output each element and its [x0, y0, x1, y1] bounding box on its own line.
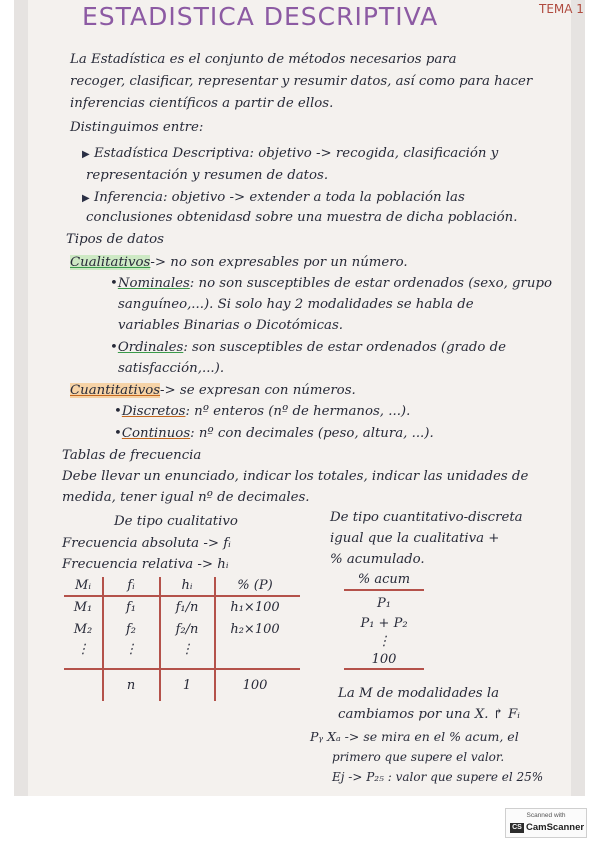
ordinal-line-2: satisfacción,...). [118, 361, 225, 376]
table-header-cell: fᵢ [127, 578, 135, 593]
table-total-rule [64, 668, 300, 670]
modalities-note-2: cambiamos por una X. ↱ Fᵢ [338, 707, 520, 722]
continuous-line: •Continuos: nº con decimales (peso, altura, ...). [114, 426, 434, 441]
table-header-rule [64, 595, 300, 597]
percentile-note-2: primero que supere el valor. [332, 750, 505, 764]
cumulative-dots: ⋮ [377, 634, 391, 649]
quantitative-line [70, 383, 356, 398]
quantitative-text: se expresan con números. [175, 383, 356, 398]
must-line-2: medida, tener igual nº de decimales. [62, 490, 310, 505]
relative-frequency-label: Frecuencia relativa [62, 557, 198, 572]
must-line-1: Debe llevar un enunciado, indicar los totales, indicar las unidades de [62, 469, 529, 484]
cumulative-value: P₁ [377, 596, 391, 611]
table-cell: ⋮ [180, 642, 194, 657]
cumulative-value: P₁ + P₂ [360, 616, 408, 631]
absolute-frequency-label: Frecuencia absoluta [62, 536, 204, 551]
discrete-line: •Discretos: nº enteros (nº de hermanos, ...). [114, 404, 411, 419]
percentile-note-1: Pᵧ Xₐ -> se mira en el % acum, el [310, 729, 519, 744]
table-cell: ⋮ [76, 642, 90, 657]
descriptive-text-b: recogida, clasificación y [331, 146, 499, 161]
ordinal-text: : son susceptibles de estar ordenados (grado de [183, 340, 507, 355]
data-types-heading: Tipos de datos [66, 232, 164, 247]
nominal-line-1: •Nominales: no son susceptibles de estar ordenados (sexo, grupo [110, 276, 552, 291]
page-title: ESTADISTICA DESCRIPTIVA [82, 2, 439, 31]
page-left-edge [14, 0, 28, 796]
table-cell: h₂×100 [230, 622, 280, 637]
nominal-label: Nominales [117, 276, 190, 291]
ordinal-line-1: •Ordinales: son susceptibles de estar ordenados (grado de [110, 340, 507, 355]
frequency-tables-heading: Tablas de frecuencia [62, 448, 202, 463]
triangle-bullet-icon: ▶ [82, 193, 90, 204]
cumulative-header: % acum [357, 572, 411, 587]
scanner-caption: Scanned with [526, 812, 566, 819]
table-cell: f₁ [125, 600, 137, 615]
camscanner-icon: CS [510, 823, 524, 833]
table-cell: f₂ [125, 622, 137, 637]
arrow-icon: -> [316, 146, 332, 161]
table-cell: f₂/n [175, 622, 199, 637]
qualitative-text: no son expresables por un número. [166, 255, 408, 270]
inference-line-1 [82, 190, 465, 205]
cumulative-header-rule [344, 589, 424, 591]
cumulative-value: 100 [371, 652, 397, 667]
discrete-label: Discretos [121, 404, 186, 419]
nominal-line-3: variables Binarias o Dicotómicas. [118, 318, 343, 333]
arrow-icon: -> [160, 383, 176, 398]
table-header-cell: Mᵢ [75, 578, 91, 593]
distinguimos-heading: Distinguimos entre: [70, 120, 204, 135]
qualitative-label: Cualitativos [70, 255, 151, 270]
table-total-cell: 1 [182, 678, 192, 693]
table-cell: h₁×100 [230, 600, 280, 615]
quant-discrete-line-3: % acumulado. [330, 552, 425, 567]
descriptive-text-a: Estadística Descriptiva: objetivo [93, 146, 317, 161]
descriptive-line-1 [82, 146, 498, 161]
inference-text-a: Inferencia: objetivo [93, 190, 230, 205]
table-total-cell: n [126, 678, 136, 693]
table-header-cell: % (P) [237, 578, 273, 593]
descriptive-line-2: representación y resumen de datos. [86, 168, 329, 183]
table-cell: f₁/n [175, 600, 199, 615]
table-cell: M₁ [73, 600, 93, 615]
intro-line-2: recoger, clasificar, representar y resumir datos, así como para hacer [70, 74, 533, 89]
notebook-page [14, 0, 585, 796]
continuous-text: : nº con decimales (peso, altura, ...). [190, 426, 434, 441]
qualitative-line [70, 255, 408, 270]
qualitative-type-heading: De tipo cualitativo [114, 514, 238, 529]
arrow-icon: -> [150, 255, 167, 270]
arrow-icon: -> [197, 557, 214, 572]
page-right-edge [571, 0, 585, 796]
discrete-text: : nº enteros (nº de hermanos, ...). [185, 404, 411, 419]
inference-text-b: extender a toda la población las [245, 190, 465, 205]
absolute-frequency-line [62, 536, 231, 551]
intro-line-3: inferencias científicos a partir de ellos. [70, 96, 334, 111]
inference-line-2: conclusiones obtenidasd sobre una muestra de dicha población. [86, 210, 518, 225]
cumulative-total-rule [344, 668, 424, 670]
absolute-frequency-symbol: fᵢ [218, 536, 231, 551]
topic-label: TEMA 1 [539, 2, 584, 16]
modalities-note-1: La M de modalidades la [338, 686, 500, 701]
quant-discrete-line-2: igual que la cualitativa + [330, 531, 500, 546]
ordinal-label: Ordinales [117, 340, 184, 355]
table-cell: ⋮ [124, 642, 138, 657]
quantitative-label: Cuantitativos [70, 383, 161, 398]
table-cell: M₂ [73, 622, 93, 637]
table-total-cell: 100 [242, 678, 268, 693]
nominal-text: : no son susceptibles de estar ordenados (sexo, grupo [189, 276, 552, 291]
arrow-icon: -> [229, 190, 246, 205]
arrow-icon: -> [203, 536, 219, 551]
nominal-line-2: sanguíneo,...). Si solo hay 2 modalidades se habla de [118, 297, 474, 312]
continuous-label: Continuos [121, 426, 191, 441]
quant-discrete-line-1: De tipo cuantitativo-discreta [330, 510, 523, 525]
relative-frequency-line [62, 557, 229, 572]
relative-frequency-symbol: hᵢ [213, 557, 229, 572]
scanner-name: CamScanner [526, 822, 585, 833]
camscanner-logo [505, 808, 587, 838]
table-header-cell: hᵢ [181, 578, 193, 593]
intro-line-1: La Estadística es el conjunto de métodos necesarios para [70, 52, 457, 67]
percentile-example: Ej -> P₂₅ : valor que supere el 25% [332, 770, 544, 784]
triangle-bullet-icon: ▶ [82, 149, 90, 160]
